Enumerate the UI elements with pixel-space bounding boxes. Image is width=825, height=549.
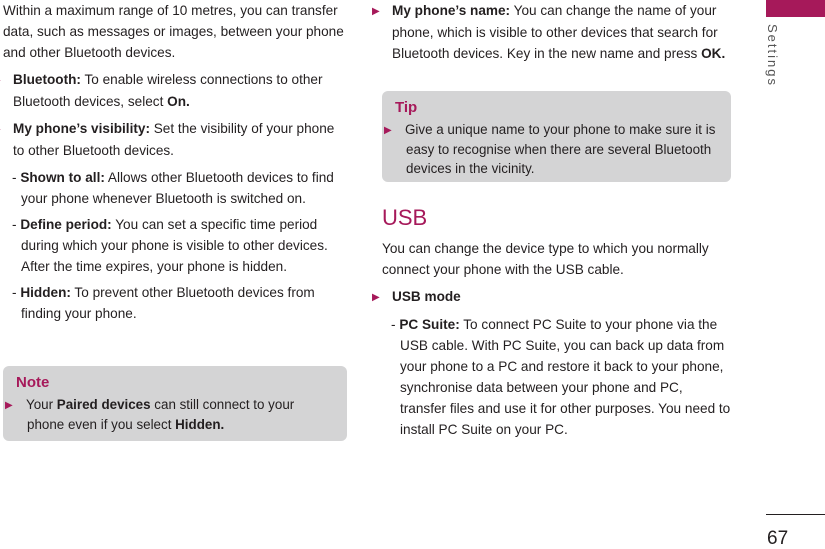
tip-body: [384, 120, 719, 178]
left-column: [3, 0, 348, 329]
define-period-text: You can set a specific time period during which your phone is visible to other devices. After the time expires, your phone is hidden.: [21, 217, 328, 274]
hidden-term: Hidden:: [20, 285, 71, 300]
visibility-item: [3, 118, 348, 161]
bullet-arrow-icon: ▶: [384, 125, 392, 136]
note-box: [3, 366, 347, 441]
tip-title: Tip: [395, 99, 418, 116]
phone-name-value: OK.: [701, 46, 726, 61]
note-text-start: Your: [26, 397, 57, 412]
shown-to-all-term: Shown to all:: [20, 170, 105, 185]
usb-mode-term: USB mode: [392, 289, 461, 304]
note-title: Note: [16, 374, 50, 391]
bluetooth-value: On.: [167, 94, 190, 109]
visibility-text: Set the visibility of your phone to other Bluetooth devices.: [13, 121, 335, 158]
usb-mode-item: [372, 286, 732, 308]
section-label: Settings: [765, 24, 780, 87]
bullet-arrow-icon: [3, 70, 13, 91]
note-bold-hidden: Hidden.: [175, 417, 225, 432]
bullet-arrow-icon: [3, 119, 13, 140]
define-period-item: - Define period: You can set a specific time period during which your phone is visible to other devices. After the time expires, your phone is hidden.: [12, 217, 328, 274]
shown-to-all-text: Allows other Bluetooth devices to find your phone whenever Bluetooth is switched on.: [21, 170, 334, 206]
shown-to-all-item: - Shown to all: Allows other Bluetooth devices to find your phone whenever Bluetooth is switched on.: [12, 170, 334, 206]
phone-name-term: My phone’s name:: [392, 3, 511, 18]
section-color-bar: [766, 0, 825, 17]
note-text-middle: can still connect to your phone even if you select: [27, 397, 295, 432]
usb-intro: You can change the device type to which you normally connect your phone with the USB cable.: [382, 241, 709, 277]
note-bold-paired: Paired devices: [56, 397, 151, 412]
bullet-arrow-icon: ▶: [5, 400, 13, 411]
page-number: 67: [767, 528, 789, 549]
pc-suite-text: To connect PC Suite to your phone via the USB cable. With PC Suite, you can back up data from your phone to a PC and restore it back to your phone, synchronise data between your phone and PC, transfer files and use it for other purposes. You need to install PC Suite on your PC.: [400, 317, 731, 437]
phone-name-text: You can change the name of your phone, which is visible to other devices that search for Bluetooth devices. Key in the new name and press: [392, 3, 718, 61]
hidden-item: - Hidden: To prevent other Bluetooth devices from finding your phone.: [12, 285, 315, 321]
pc-suite-term: PC Suite:: [399, 317, 460, 332]
tip-text: Give a unique name to your phone to make sure it is easy to recognise when there are several Bluetooth devices in the vicinity.: [405, 122, 716, 176]
usb-section: [372, 238, 732, 445]
phone-name-item: [372, 0, 732, 64]
bluetooth-item: [3, 69, 348, 112]
hidden-text: To prevent other Bluetooth devices from finding your phone.: [21, 285, 315, 321]
right-column: [372, 0, 732, 70]
tip-box: [382, 91, 731, 182]
section-tab: [764, 18, 784, 98]
bluetooth-text: To enable wireless connections to other Bluetooth devices, select: [13, 72, 323, 109]
bullet-arrow-icon: ▶: [372, 6, 380, 17]
define-period-term: Define period:: [20, 217, 112, 232]
intro-paragraph: Within a maximum range of 10 metres, you can transfer data, such as messages or images, between your phone and other Bluetooth devices.: [3, 3, 344, 60]
pc-suite-item: - PC Suite: To connect PC Suite to your phone via the USB cable. With PC Suite, you can back up data from your phone to a PC and restore it back to your phone, synchronise data between your phone and PC, transfer files and use it for other purposes. You need to install PC Suite on your PC.: [391, 317, 731, 437]
usb-heading: USB: [382, 205, 428, 230]
bullet-arrow-icon: ▶: [372, 292, 380, 303]
footer-rule: [766, 514, 825, 515]
bluetooth-term: Bluetooth:: [13, 72, 81, 87]
note-body: [5, 395, 335, 434]
visibility-term: My phone’s visibility:: [13, 121, 150, 136]
